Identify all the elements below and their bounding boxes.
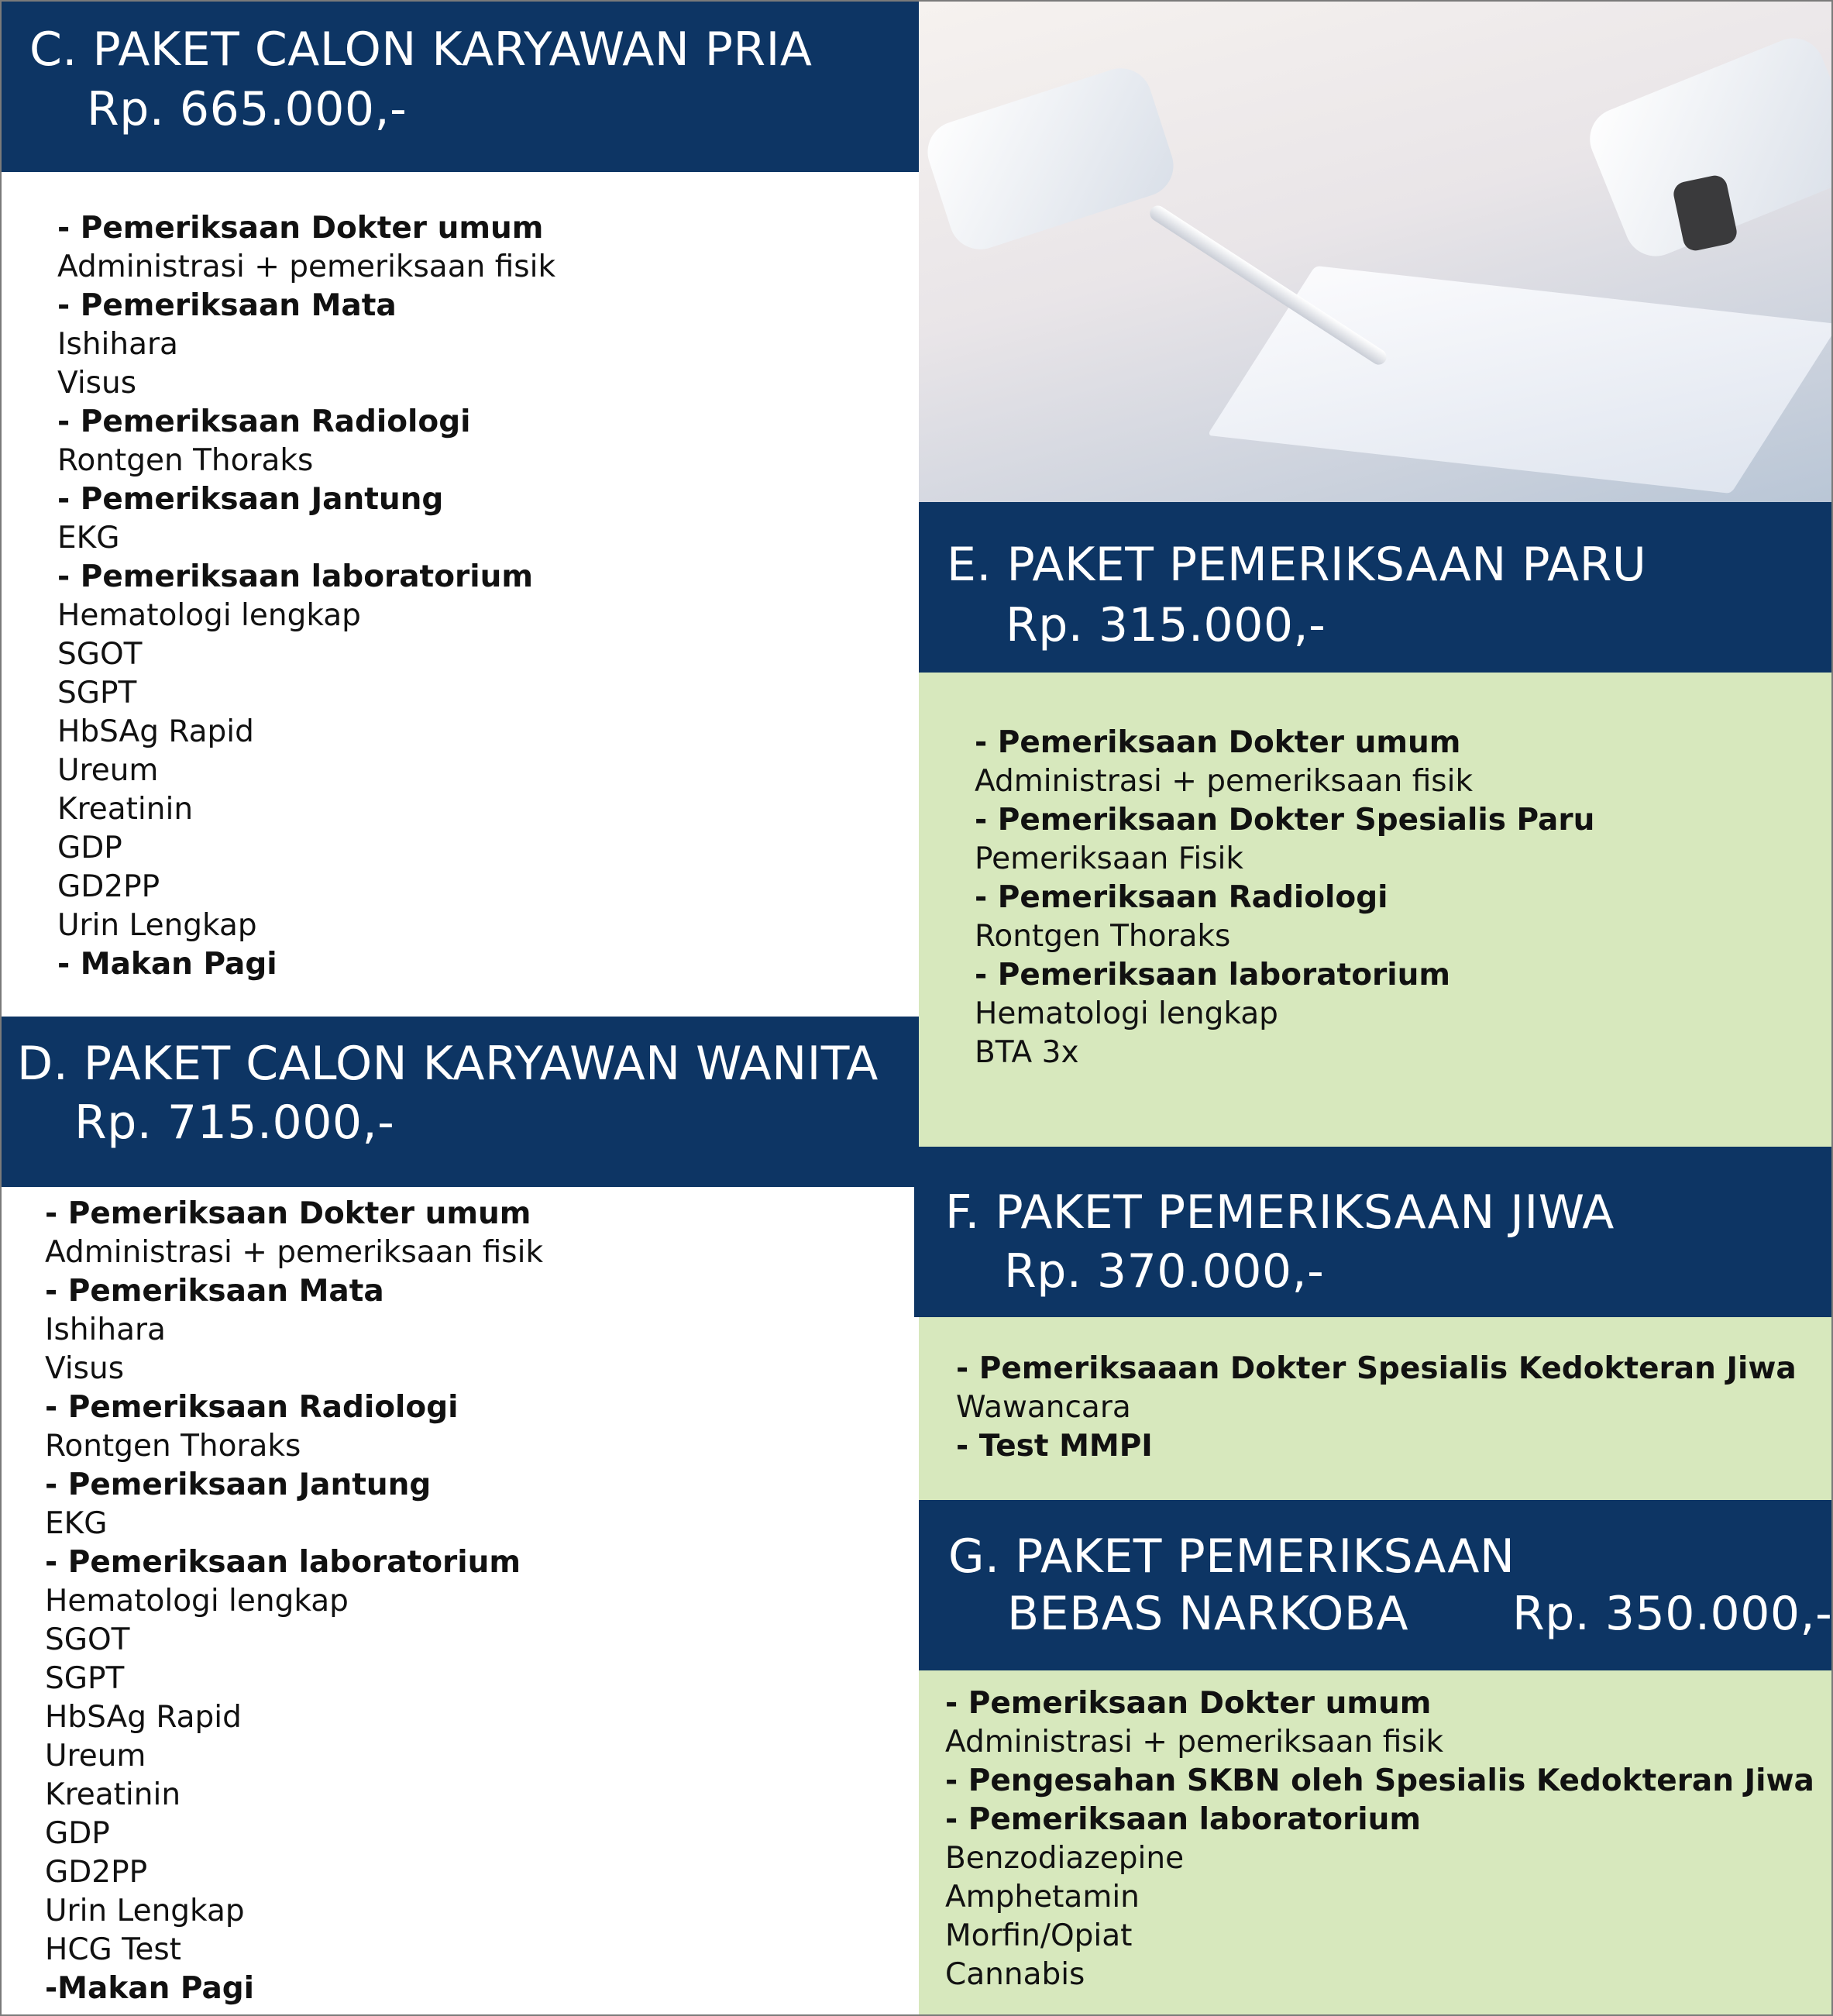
list-item: Urin Lengkap [57,908,257,943]
list-item: - Pemeriksaan Mata [57,288,397,323]
list-item: HCG Test [45,1932,181,1967]
list-item: Wawancara [956,1390,1131,1425]
paket-f-price: Rp. 370.000,- [1004,1244,1325,1299]
paket-d-title: D. PAKET CALON KARYAWAN WANITA [17,1037,879,1091]
list-item: Ishihara [57,327,178,362]
list-item: GDP [45,1816,110,1851]
list-item: EKG [45,1506,108,1541]
paket-d-list [45,1195,543,2008]
list-item: - Pemeriksaan Dokter umum [975,725,1461,760]
paket-c-header [0,0,919,172]
list-item: GD2PP [57,869,160,904]
paket-g-list [945,1684,1814,1994]
list-item: Kreatinin [45,1777,181,1812]
list-item: - Pemeriksaan Mata [45,1274,384,1309]
paket-f-title: F. PAKET PEMERIKSAAN JIWA [945,1185,1615,1240]
list-item: Rontgen Thoraks [57,443,314,478]
list-item: Amphetamin [945,1880,1140,1915]
list-item: - Pemeriksaan laboratorium [975,958,1451,993]
list-item: HbSAg Rapid [57,714,254,749]
list-item: EKG [57,521,120,556]
list-item: SGPT [45,1661,125,1696]
list-item: Urin Lengkap [45,1894,245,1928]
list-item: - Pemeriksaan laboratorium [45,1545,521,1580]
paket-e-title: E. PAKET PEMERIKSAAN PARU [947,538,1647,592]
list-item: Hematologi lengkap [45,1584,349,1619]
list-item: - Pemeriksaan Radiologi [57,404,471,439]
list-item: - Pemeriksaaan Dokter Spesialis Kedokteran Jiwa [956,1351,1797,1386]
list-item: Ureum [45,1739,146,1773]
list-item: HbSAg Rapid [45,1700,242,1735]
paket-c-title: C. PAKET CALON KARYAWAN PRIA [29,22,813,77]
left-sleeve [920,60,1181,257]
list-item: - Pemeriksaan Jantung [57,482,444,517]
list-item: Morfin/Opiat [945,1918,1133,1953]
list-item: SGPT [57,676,137,710]
hands-document-photo [919,0,1833,502]
list-item: - Pemeriksaan Radiologi [45,1390,459,1425]
paket-e-price: Rp. 315.000,- [1006,598,1326,652]
list-item: - Pengesahan SKBN oleh Spesialis Kedokteran Jiwa [945,1763,1814,1798]
list-item: SGOT [57,637,143,672]
paket-d-header [0,1017,919,1187]
paket-e-list [975,724,1594,1072]
paket-c-list [57,209,555,984]
list-item: - Pemeriksaan Jantung [45,1467,432,1502]
paket-g-title-line1: G. PAKET PEMERIKSAAN [948,1529,1515,1584]
paket-g-title-line2: BEBAS NARKOBA [1007,1587,1409,1641]
list-item: - Pemeriksaan Dokter Spesialis Paru [975,803,1595,838]
paket-g-price: Rp. 350.000,- [1512,1587,1833,1641]
list-item: SGOT [45,1622,130,1657]
list-item: - Pemeriksaan Dokter umum [945,1686,1432,1721]
list-item: GD2PP [45,1855,148,1890]
list-item: - Pemeriksaan laboratorium [57,559,534,594]
list-item: Visus [57,366,137,401]
paket-f-header [914,1147,1833,1317]
list-item: Administrasi + pemeriksaan fisik [975,764,1474,799]
paket-c-price: Rp. 665.000,- [87,82,408,136]
list-item: -Makan Pagi [45,1971,255,2006]
paket-d-price: Rp. 715.000,- [74,1096,395,1150]
list-item: Hematologi lengkap [57,598,361,633]
list-item: - Makan Pagi [57,947,277,982]
list-item: GDP [57,831,122,865]
list-item: Pemeriksaan Fisik [975,841,1243,876]
list-item: Ureum [57,753,159,788]
list-item: Administrasi + pemeriksaan fisik [45,1235,544,1270]
list-item: Kreatinin [57,792,194,827]
list-item: Ishihara [45,1312,166,1347]
list-item: - Pemeriksaan Dokter umum [45,1196,531,1231]
list-item: Visus [45,1351,125,1386]
list-item: - Test MMPI [956,1429,1153,1464]
paket-e-header [919,502,1833,673]
list-item: Rontgen Thoraks [45,1429,301,1464]
list-item: BTA 3x [975,1035,1079,1070]
list-item: Rontgen Thoraks [975,919,1231,954]
paket-g-header [919,1500,1833,1670]
list-item: - Pemeriksaan Dokter umum [57,211,544,246]
list-item: Administrasi + pemeriksaan fisik [57,249,556,284]
list-item: - Pemeriksaan laboratorium [945,1802,1422,1837]
list-item: - Pemeriksaan Radiologi [975,880,1388,915]
list-item: Cannabis [945,1957,1085,1992]
list-item: Administrasi + pemeriksaan fisik [945,1725,1444,1760]
paket-f-list [956,1350,1797,1466]
list-item: Benzodiazepine [945,1841,1185,1876]
list-item: Hematologi lengkap [975,996,1278,1031]
